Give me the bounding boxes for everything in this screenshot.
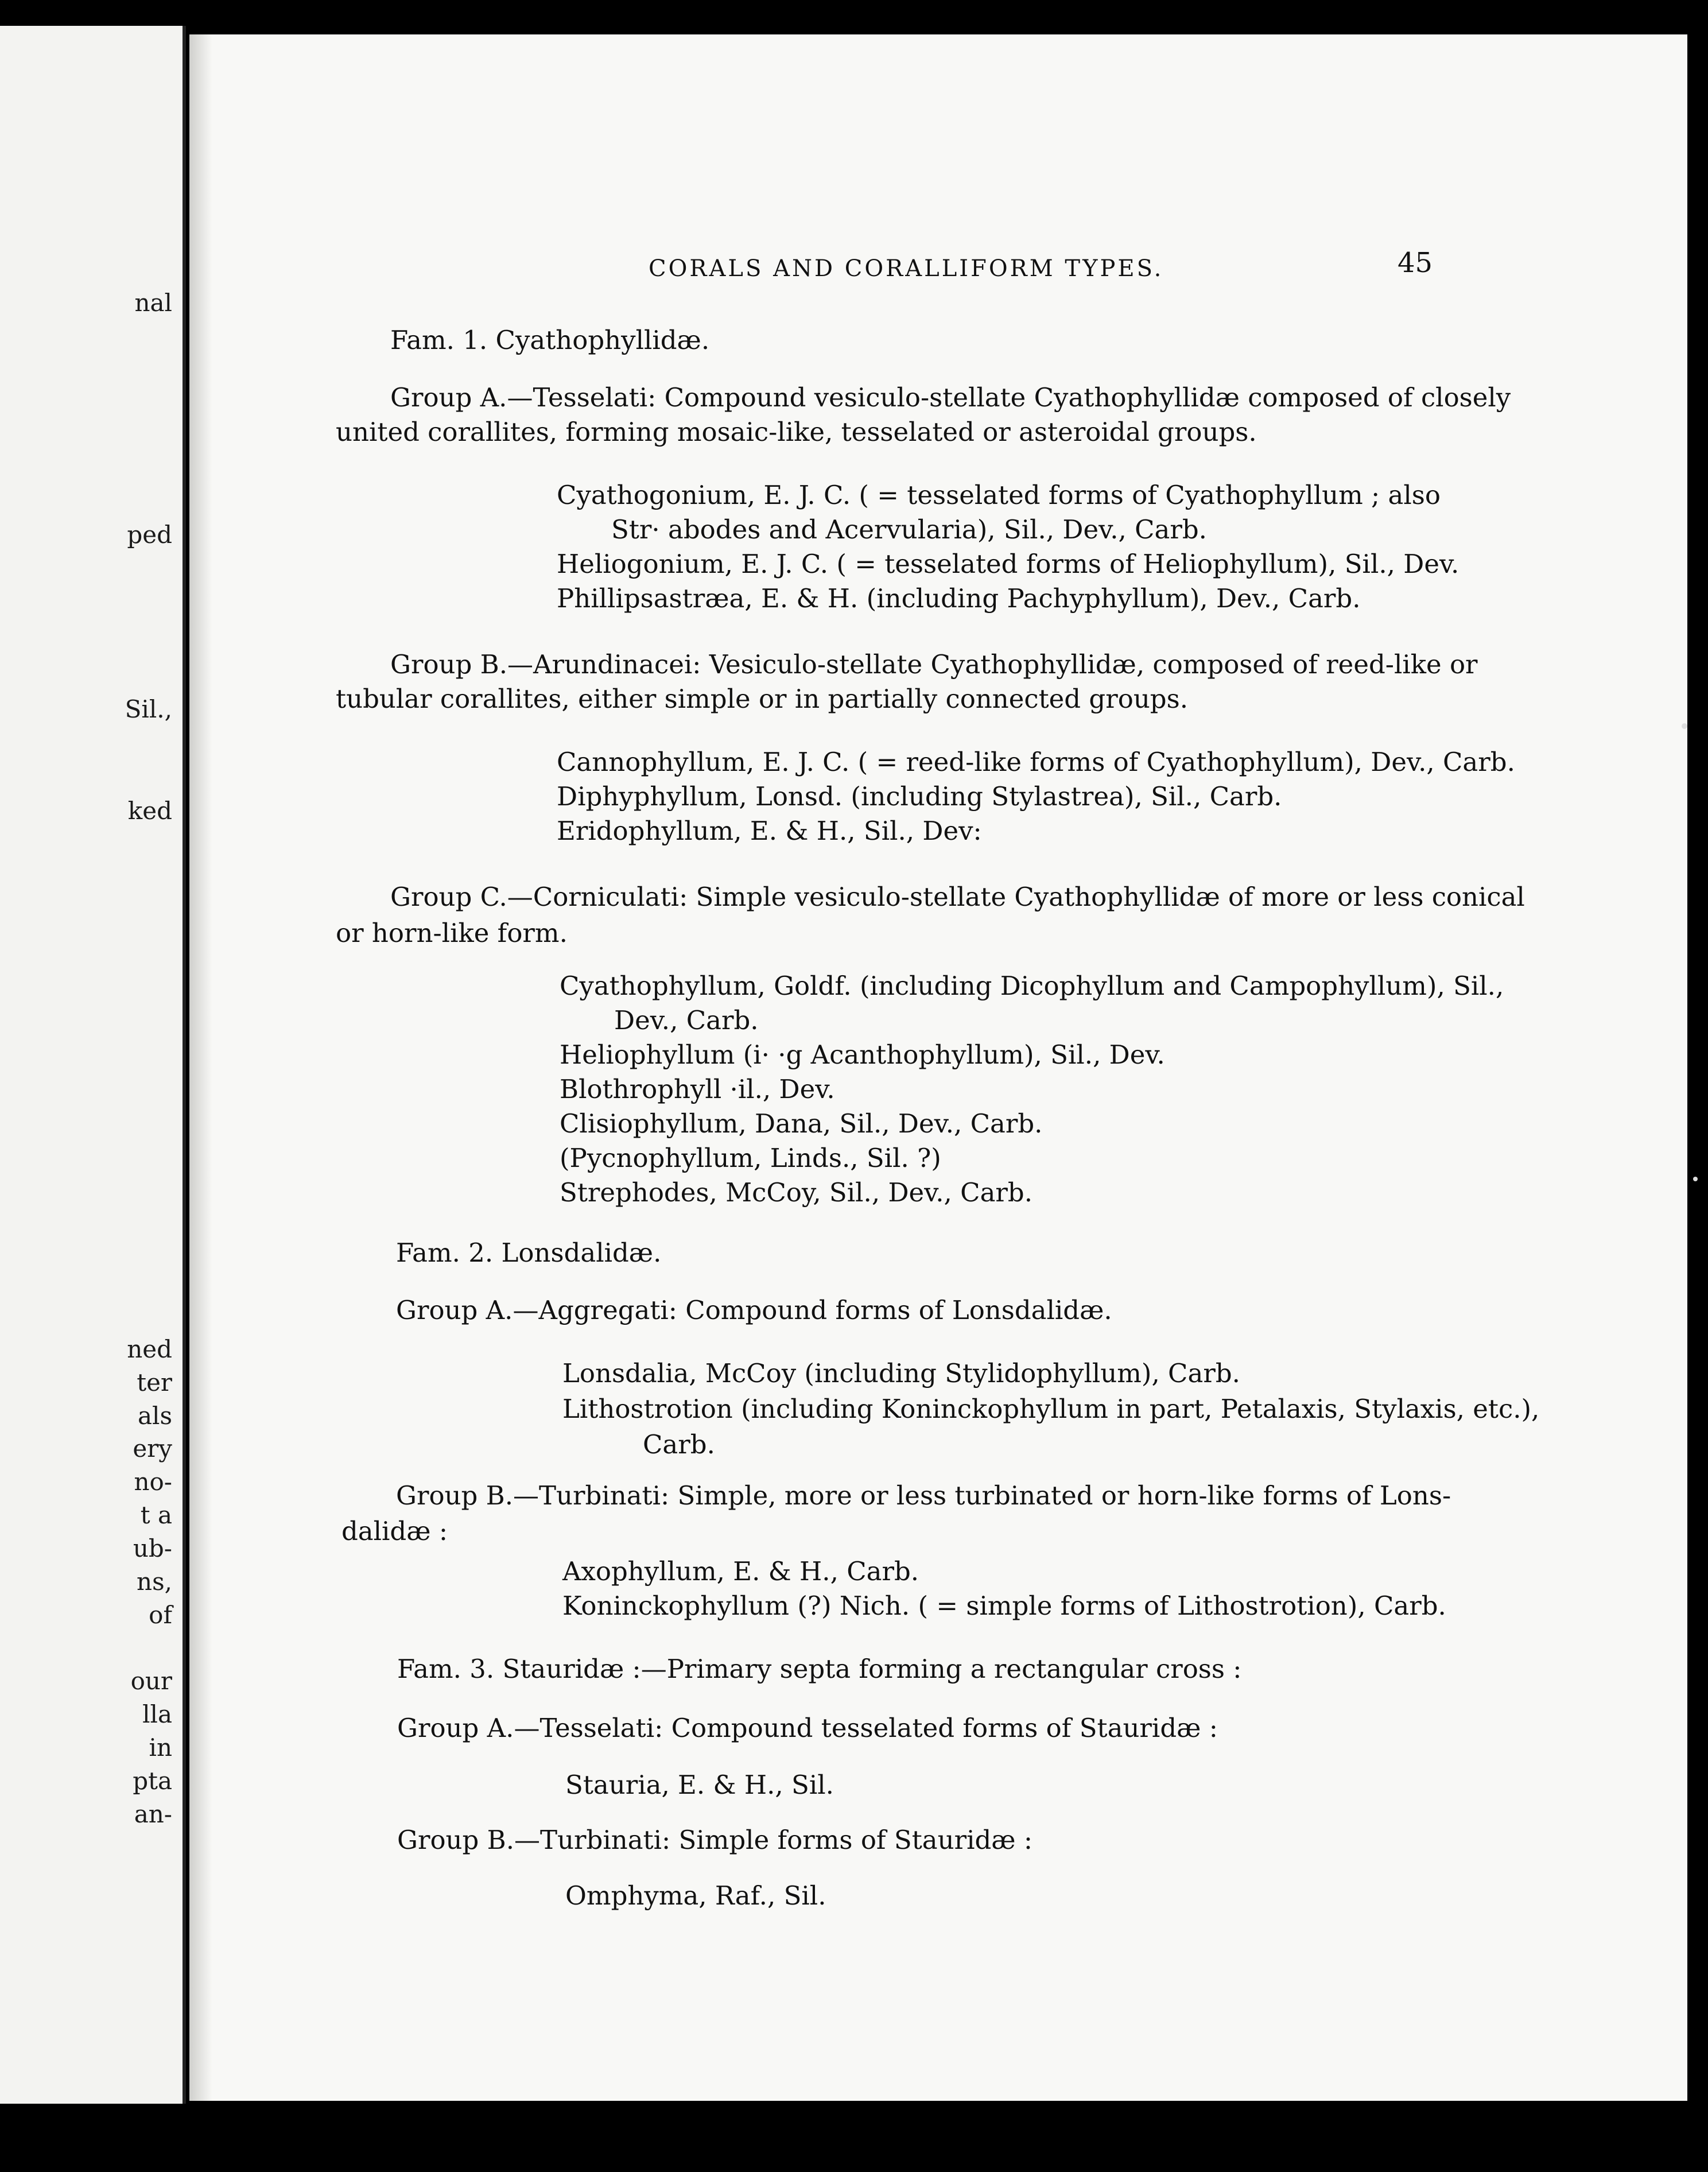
book-page [189, 34, 1687, 2101]
genus-entry: Eridophyllum, E. & H., Sil., Dev: [557, 816, 982, 846]
fragment: als [137, 1402, 172, 1430]
family-heading: Fam. 2. Lonsdalidæ. [396, 1238, 662, 1268]
group-heading: Group B.—Arundinacei: Vesiculo-stellate Cyathophyllidæ, composed of reed-like or [390, 649, 1478, 680]
genus-entry: Cannophyllum, E. J. C. ( = reed-like forms of Cyathophyllum), Dev., Carb. [557, 747, 1515, 777]
genus-entry: Dev., Carb. [614, 1005, 759, 1035]
fragment: ped [127, 521, 172, 549]
fragment: in [149, 1733, 172, 1762]
group-heading: Group B.—Turbinati: Simple forms of Stauridæ : [397, 1825, 1033, 1855]
genus-entry: (Pycnophyllum, Linds., Sil. ?) [560, 1143, 941, 1173]
page-gutter-shadow [189, 34, 212, 2101]
fragment: ery [133, 1434, 172, 1463]
family-heading: Fam. 3. Stauridæ :—Primary septa forming a rectangular cross : [397, 1654, 1242, 1684]
text-line: tubular corallites, either simple or in partially connected groups. [336, 684, 1188, 714]
genus-entry: Strephodes, McCoy, Sil., Dev., Carb. [560, 1177, 1033, 1208]
genus-entry: Cyathophyllum, Goldf. (including Dicophyllum and Campophyllum), Sil., [560, 971, 1504, 1001]
genus-entry: Phillipsastræa, E. & H. (including Pachyphyllum), Dev., Carb. [557, 583, 1361, 614]
fragment: an- [134, 1800, 172, 1828]
genus-entry: Blothrophyll ·il., Dev. [560, 1074, 835, 1104]
scan-speck [1682, 723, 1687, 729]
group-heading: Group B.—Turbinati: Simple, more or less turbinated or horn-like forms of Lons- [396, 1480, 1451, 1511]
fragment: ned [127, 1335, 172, 1363]
genus-entry: Stauria, E. & H., Sil. [565, 1770, 834, 1800]
genus-entry: Lithostrotion (including Koninckophyllum in part, Petalaxis, Stylaxis, etc.), [562, 1394, 1540, 1424]
genus-entry: Str· abodes and Acervularia), Sil., Dev., Carb. [611, 514, 1207, 545]
group-heading: Group A.—Tesselati: Compound tesselated forms of Stauridæ : [397, 1713, 1218, 1743]
genus-entry: Axophyllum, E. & H., Carb. [562, 1556, 919, 1587]
genus-entry: Koninckophyllum (?) Nich. ( = simple forms of Lithostrotion), Carb. [562, 1591, 1446, 1621]
text-line: dalidæ : [341, 1516, 448, 1546]
fragment: ter [137, 1368, 172, 1397]
genus-entry: Carb. [643, 1429, 715, 1460]
genus-entry: Lonsdalia, McCoy (including Stylidophyllum), Carb. [562, 1358, 1240, 1388]
scan-speck [1693, 1177, 1698, 1181]
genus-entry: Clisiophyllum, Dana, Sil., Dev., Carb. [560, 1108, 1043, 1139]
fragment: our [130, 1667, 172, 1695]
genus-entry: Cyathogonium, E. J. C. ( = tesselated forms of Cyathophyllum ; also [557, 480, 1441, 510]
left-page-edge [0, 26, 186, 2104]
fragment: Sil., [125, 695, 172, 723]
fragment: of [149, 1601, 172, 1629]
running-header: CORALS AND CORALLIFORM TYPES. [649, 255, 1164, 282]
group-heading: Group C.—Corniculati: Simple vesiculo-stellate Cyathophyllidæ of more or less conical [390, 882, 1525, 912]
genus-entry: Omphyma, Raf., Sil. [565, 1880, 826, 1911]
genus-entry: Heliogonium, E. J. C. ( = tesselated forms of Heliophyllum), Sil., Dev. [557, 549, 1459, 579]
fragment: lla [142, 1700, 172, 1728]
text-line: united corallites, forming mosaic-like, tesselated or asteroidal groups. [336, 417, 1257, 447]
fragment: ub- [133, 1534, 172, 1562]
fragment: ked [127, 797, 172, 825]
group-heading: Group A.—Aggregati: Compound forms of Lonsdalidæ. [396, 1295, 1112, 1325]
fragment: no- [134, 1468, 172, 1496]
genus-entry: Diphyphyllum, Lonsd. (including Stylastrea), Sil., Carb. [557, 781, 1282, 812]
fragment: t a [140, 1501, 172, 1529]
family-heading: Fam. 1. Cyathophyllidæ. [390, 325, 710, 355]
page-number: 45 [1398, 247, 1433, 279]
fragment: ns, [137, 1568, 172, 1596]
fragment: nal [134, 289, 172, 317]
fragment: pta [133, 1767, 172, 1795]
group-heading: Group A.—Tesselati: Compound vesiculo-stellate Cyathophyllidæ composed of closely [390, 382, 1511, 413]
text-line: or horn-like form. [336, 918, 568, 948]
genus-entry: Heliophyllum (i· ·g Acanthophyllum), Sil., Dev. [560, 1040, 1165, 1070]
